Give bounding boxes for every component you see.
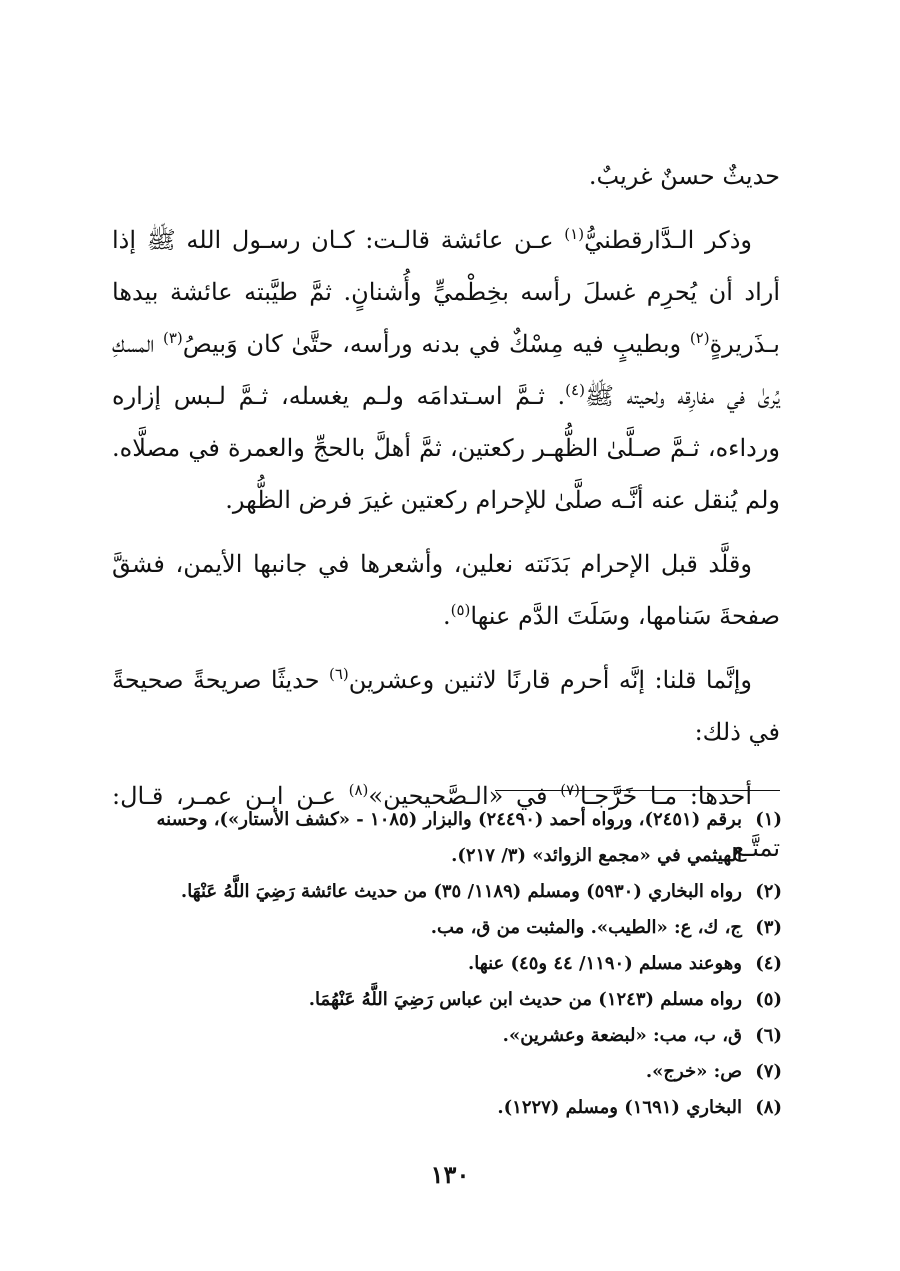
footnote-number: (٢) bbox=[755, 881, 782, 902]
footnote-ref: (٤) bbox=[565, 381, 585, 399]
footnote bbox=[107, 1090, 782, 1126]
footnote bbox=[107, 946, 782, 982]
text-span: . ثـمَّ اسـتدامَه ولـم يغسله، ثـمَّ لـبس إزاره ورداءه، ثـمَّ صـلَّىٰ الظُّهـر ركعتين، ثمَّ أهلَّ بالحجِّ والعمرة في مصلَّاه. ولم يُنقل عنه أنَّـه صلَّىٰ للإحرام ركعتين غيرَ فرض الظُّهر. bbox=[112, 382, 780, 514]
footnote-text: ص: «خرج». bbox=[645, 1061, 742, 1082]
footnote-text: برقم (٢٤٥١)، ورواه أحمد (٢٤٤٩٠) والبزار (١٠٨٥ - «كشف الأستار»)، وحسنه الهيثمي في «مجمع الزوائد» (٣/ ٢١٧). bbox=[156, 809, 742, 866]
footnote-ref: (١) bbox=[564, 225, 585, 243]
footnote-number: (٤) bbox=[755, 953, 782, 974]
paragraph bbox=[112, 214, 780, 526]
text-span: وإنَّما قلنا: إنَّه أحرم قارنًا لاثنين وعشرين bbox=[348, 666, 753, 694]
text-span: عـن عائشة قالـت: كـان رسـول الله ﷺ إذا أراد أن يُحرِم غسلَ رأسه بخِطْميٍّ وأُشنانٍ. ثمَّ طيَّبته عائشة بيدها بـذَريرةٍ bbox=[112, 226, 780, 358]
footnote-ref: (٦) bbox=[328, 665, 349, 683]
footnote-text: رواه مسلم (١٢٤٣) من حديث ابن عباس رَضِيَ اللَّهُ عَنْهُمَا. bbox=[308, 989, 742, 1010]
footnote-ref: (٣) bbox=[162, 329, 183, 347]
text-span: في «الـصَّحيحين» bbox=[368, 782, 548, 810]
footnote bbox=[107, 910, 782, 946]
footnote-text: وهوعند مسلم (١١٩٠/ ٤٤ و٤٥) عنها. bbox=[468, 953, 742, 974]
footnote-number: (٦) bbox=[755, 1025, 782, 1046]
text-span: عـن ابـن عمـر، قـال: تمتَّـع bbox=[112, 782, 780, 862]
footnote bbox=[107, 1054, 782, 1090]
footnote bbox=[107, 802, 782, 874]
footnote-number: (٥) bbox=[755, 989, 782, 1010]
footnote-number: (٣) bbox=[755, 917, 782, 938]
text-span: . bbox=[442, 602, 451, 630]
page-number: ١٣٠ bbox=[430, 1160, 470, 1189]
footnote bbox=[107, 1018, 782, 1054]
text-span: وقلَّد قبل الإحرام بَدَنَته نعلين، وأشعرها في جانبها الأيمن، فشقَّ صفحةَ سَنامها، وسَلَتَ الدَّم عنها bbox=[112, 550, 780, 630]
main-text bbox=[112, 150, 780, 886]
text-span: حديثٌ حسنٌ غريبٌ. bbox=[588, 162, 780, 190]
footnote-ref: (٨) bbox=[348, 781, 369, 799]
footnote bbox=[107, 874, 782, 910]
footnote-ref: (٧) bbox=[560, 781, 580, 799]
footnote-text: البخاري (١٦٩١) ومسلم (١٢٢٧). bbox=[497, 1097, 742, 1118]
paragraph bbox=[112, 150, 780, 202]
footnote-number: (٧) bbox=[755, 1061, 782, 1082]
footnote-number: (٨) bbox=[755, 1097, 782, 1118]
footnote-ref: (٢) bbox=[689, 329, 710, 347]
footnote bbox=[107, 982, 782, 1018]
footnotes bbox=[107, 802, 782, 1126]
text-span: أحدها: مـا خَرَّجـا bbox=[579, 782, 752, 810]
text-span: المسكِ يُرىٰ في مفارِقه ولحيته ﷺ bbox=[112, 330, 780, 410]
footnote-ref: (٥) bbox=[450, 601, 471, 619]
text-span: وذكر الـدَّارقطنيُّ bbox=[584, 226, 752, 254]
footnote-text: ج، ك، ع: «الطيب». والمثبت من ق، مب. bbox=[430, 917, 742, 938]
paragraph bbox=[112, 538, 780, 642]
text-span: وبطيبٍ فيه مِسْكٌ في بدنه ورأسه، حتَّىٰ كان وَبيصُ bbox=[182, 330, 682, 358]
text-span: حديثًا صريحةً صحيحةً في ذلك: bbox=[112, 666, 780, 746]
footnote-divider bbox=[495, 790, 780, 791]
footnote-text: رواه البخاري (٥٩٣٠) ومسلم (١١٨٩/ ٣٥) من حديث عائشة رَضِيَ اللَّهُ عَنْهَا. bbox=[180, 881, 742, 902]
paragraph bbox=[112, 654, 780, 758]
footnote-number: (١) bbox=[755, 809, 782, 830]
footnote-text: ق، ب، مب: «لبضعة وعشرين». bbox=[502, 1025, 742, 1046]
